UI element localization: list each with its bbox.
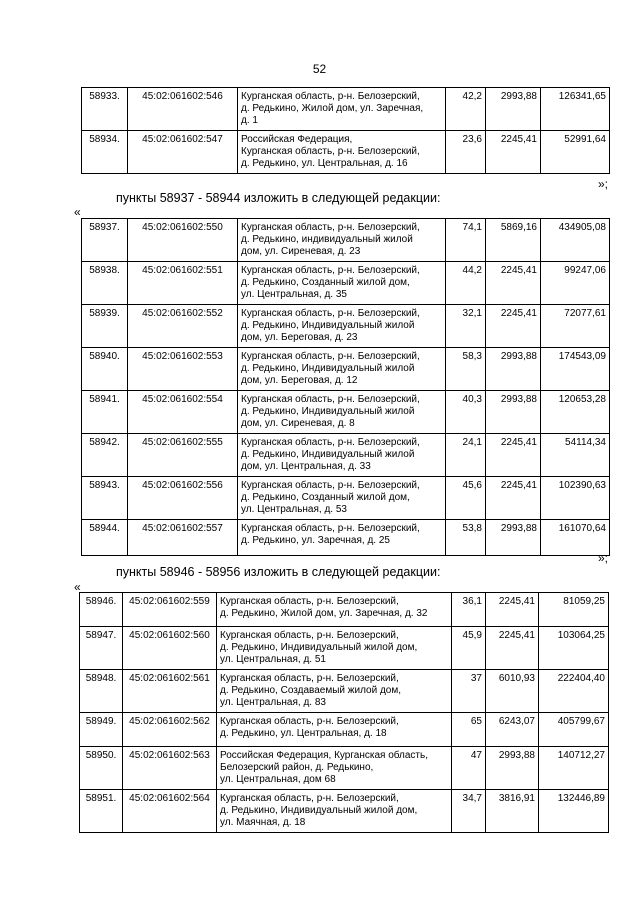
unit-value-cell: 2245,41 xyxy=(486,305,541,348)
address-cell: Курганская область, р-н. Белозерский, д. Редькино, индивидуальный жилой дом, ул. Сиреневая, д. 23 xyxy=(238,219,446,262)
area-cell: 40,3 xyxy=(446,391,486,434)
page-number: 52 xyxy=(312,62,327,76)
unit-value-cell: 2245,41 xyxy=(486,593,539,627)
section-heading: пункты 58937 - 58944 изложить в следующей редакции: xyxy=(116,191,441,205)
address-cell: Курганская область, р-н. Белозерский, д. Редькино, Индивидуальный жилой дом, ул. Центральная, д. 51 xyxy=(217,627,452,670)
table-row xyxy=(80,713,609,747)
cadastral-value-cell: 54114,34 xyxy=(541,434,610,477)
row-number-cell: 58951. xyxy=(80,790,123,833)
unit-value-cell: 3816,91 xyxy=(486,790,539,833)
cadastral-number-cell: 45:02:061602:551 xyxy=(128,262,238,305)
row-number-cell: 58949. xyxy=(80,713,123,747)
table-row xyxy=(80,670,609,713)
cadastral-value-cell: 405799,67 xyxy=(539,713,609,747)
address-cell: Курганская область, р-н. Белозерский, д. Редькино, Индивидуальный жилой дом, ул. Центральная, д. 33 xyxy=(238,434,446,477)
cadastral-value-cell: 103064,25 xyxy=(539,627,609,670)
address-cell: Курганская область, р-н. Белозерский, д. Редькино, Индивидуальный жилой дом, ул. Береговая, д. 12 xyxy=(238,348,446,391)
section-heading: пункты 58946 - 58956 изложить в следующей редакции: xyxy=(116,565,441,579)
unit-value-cell: 2993,88 xyxy=(486,747,539,790)
row-number-cell: 58937. xyxy=(82,219,128,262)
address-cell: Курганская область, р-н. Белозерский, д. Редькино, Созданный жилой дом, ул. Центральная, д. 53 xyxy=(238,477,446,520)
cadastral-number-cell: 45:02:061602:556 xyxy=(128,477,238,520)
cadastral-number-cell: 45:02:061602:557 xyxy=(128,520,238,556)
row-number-cell: 58950. xyxy=(80,747,123,790)
unit-value-cell: 6243,07 xyxy=(486,713,539,747)
area-cell: 65 xyxy=(452,713,486,747)
row-number-cell: 58941. xyxy=(82,391,128,434)
address-cell: Курганская область, р-н. Белозерский, д. Редькино, ул. Центральная, д. 18 xyxy=(217,713,452,747)
cadastral-value-cell: 52991,64 xyxy=(541,131,610,174)
closing-quote: »; xyxy=(598,177,609,191)
address-cell: Российская Федерация, Курганская область, р-н. Белозерский, д. Редькино, ул. Центральная, д. 16 xyxy=(238,131,446,174)
cadastral-value-cell: 161070,64 xyxy=(541,520,610,556)
cadastral-value-cell: 81059,25 xyxy=(539,593,609,627)
address-cell: Курганская область, р-н. Белозерский, д. Редькино, ул. Заречная, д. 25 xyxy=(238,520,446,556)
table-row xyxy=(82,305,610,348)
address-cell: Курганская область, р-н. Белозерский, д. Редькино, Созданный жилой дом, ул. Центральная, д. 35 xyxy=(238,262,446,305)
cadastral-number-cell: 45:02:061602:552 xyxy=(128,305,238,348)
row-number-cell: 58933. xyxy=(82,88,128,131)
table-row xyxy=(82,434,610,477)
table-row xyxy=(82,520,610,556)
area-cell: 37 xyxy=(452,670,486,713)
cadastral-number-cell: 45:02:061602:564 xyxy=(123,790,217,833)
cadastral-value-cell: 126341,65 xyxy=(541,88,610,131)
area-cell: 24,1 xyxy=(446,434,486,477)
cadastral-value-cell: 72077,61 xyxy=(541,305,610,348)
address-cell: Курганская область, р-н. Белозерский, д. Редькино, Жилой дом, ул. Заречная, д. 32 xyxy=(217,593,452,627)
cadastral-value-cell: 434905,08 xyxy=(541,219,610,262)
unit-value-cell: 5869,16 xyxy=(486,219,541,262)
closing-quote: »; xyxy=(598,551,609,565)
unit-value-cell: 2993,88 xyxy=(486,88,541,131)
address-cell: Российская Федерация, Курганская область, Белозерский район, д. Редькино, ул. Центральная, дом 68 xyxy=(217,747,452,790)
table-row xyxy=(82,219,610,262)
cadastral-value-cell: 102390,63 xyxy=(541,477,610,520)
address-cell: Курганская область, р-н. Белозерский, д. Редькино, Жилой дом, ул. Заречная, д. 1 xyxy=(238,88,446,131)
cadastral-number-cell: 45:02:061602:554 xyxy=(128,391,238,434)
cadastral-number-cell: 45:02:061602:563 xyxy=(123,747,217,790)
cadastral-number-cell: 45:02:061602:546 xyxy=(128,88,238,131)
address-cell: Курганская область, р-н. Белозерский, д. Редькино, Создаваемый жилой дом, ул. Центральная, д. 83 xyxy=(217,670,452,713)
cadastral-number-cell: 45:02:061602:553 xyxy=(128,348,238,391)
unit-value-cell: 6010,93 xyxy=(486,670,539,713)
table-row xyxy=(82,391,610,434)
opening-quote: « xyxy=(74,205,81,219)
unit-value-cell: 2993,88 xyxy=(486,348,541,391)
area-cell: 58,3 xyxy=(446,348,486,391)
area-cell: 36,1 xyxy=(452,593,486,627)
area-cell: 53,8 xyxy=(446,520,486,556)
unit-value-cell: 2245,41 xyxy=(486,627,539,670)
area-cell: 23,6 xyxy=(446,131,486,174)
cadastral-value-cell: 140712,27 xyxy=(539,747,609,790)
row-number-cell: 58944. xyxy=(82,520,128,556)
row-number-cell: 58948. xyxy=(80,670,123,713)
table-row xyxy=(82,477,610,520)
cadastral-number-cell: 45:02:061602:562 xyxy=(123,713,217,747)
unit-value-cell: 2245,41 xyxy=(486,434,541,477)
table-row xyxy=(80,747,609,790)
row-number-cell: 58934. xyxy=(82,131,128,174)
cadastral-value-cell: 120653,28 xyxy=(541,391,610,434)
cadastral-number-cell: 45:02:061602:561 xyxy=(123,670,217,713)
address-cell: Курганская область, р-н. Белозерский, д. Редькино, Индивидуальный жилой дом, ул. Сиреневая, д. 8 xyxy=(238,391,446,434)
table-row xyxy=(82,131,610,174)
cadastral-number-cell: 45:02:061602:550 xyxy=(128,219,238,262)
table-row xyxy=(82,262,610,305)
unit-value-cell: 2245,41 xyxy=(486,477,541,520)
area-cell: 45,6 xyxy=(446,477,486,520)
area-cell: 74,1 xyxy=(446,219,486,262)
unit-value-cell: 2993,88 xyxy=(486,391,541,434)
table-row xyxy=(80,790,609,833)
unit-value-cell: 2993,88 xyxy=(486,520,541,556)
opening-quote: « xyxy=(74,580,81,594)
cadastral-value-cell: 174543,09 xyxy=(541,348,610,391)
row-number-cell: 58943. xyxy=(82,477,128,520)
area-cell: 45,9 xyxy=(452,627,486,670)
cadastral-number-cell: 45:02:061602:555 xyxy=(128,434,238,477)
row-number-cell: 58938. xyxy=(82,262,128,305)
cadastral-value-cell: 222404,40 xyxy=(539,670,609,713)
area-cell: 32,1 xyxy=(446,305,486,348)
table-row xyxy=(80,627,609,670)
table-row xyxy=(82,348,610,391)
row-number-cell: 58946. xyxy=(80,593,123,627)
property-table-1 xyxy=(81,87,610,174)
cadastral-value-cell: 99247,06 xyxy=(541,262,610,305)
table-row xyxy=(80,593,609,627)
cadastral-number-cell: 45:02:061602:559 xyxy=(123,593,217,627)
area-cell: 44,2 xyxy=(446,262,486,305)
unit-value-cell: 2245,41 xyxy=(486,262,541,305)
row-number-cell: 58942. xyxy=(82,434,128,477)
row-number-cell: 58940. xyxy=(82,348,128,391)
unit-value-cell: 2245,41 xyxy=(486,131,541,174)
area-cell: 42,2 xyxy=(446,88,486,131)
cadastral-number-cell: 45:02:061602:547 xyxy=(128,131,238,174)
cadastral-value-cell: 132446,89 xyxy=(539,790,609,833)
area-cell: 34,7 xyxy=(452,790,486,833)
row-number-cell: 58939. xyxy=(82,305,128,348)
cadastral-number-cell: 45:02:061602:560 xyxy=(123,627,217,670)
area-cell: 47 xyxy=(452,747,486,790)
table-row xyxy=(82,88,610,131)
address-cell: Курганская область, р-н. Белозерский, д. Редькино, Индивидуальный жилой дом, ул. Береговая, д. 23 xyxy=(238,305,446,348)
row-number-cell: 58947. xyxy=(80,627,123,670)
property-table-2 xyxy=(81,218,610,556)
property-table-3 xyxy=(79,592,609,833)
address-cell: Курганская область, р-н. Белозерский, д. Редькино, Индивидуальный жилой дом, ул. Маячная, д. 18 xyxy=(217,790,452,833)
